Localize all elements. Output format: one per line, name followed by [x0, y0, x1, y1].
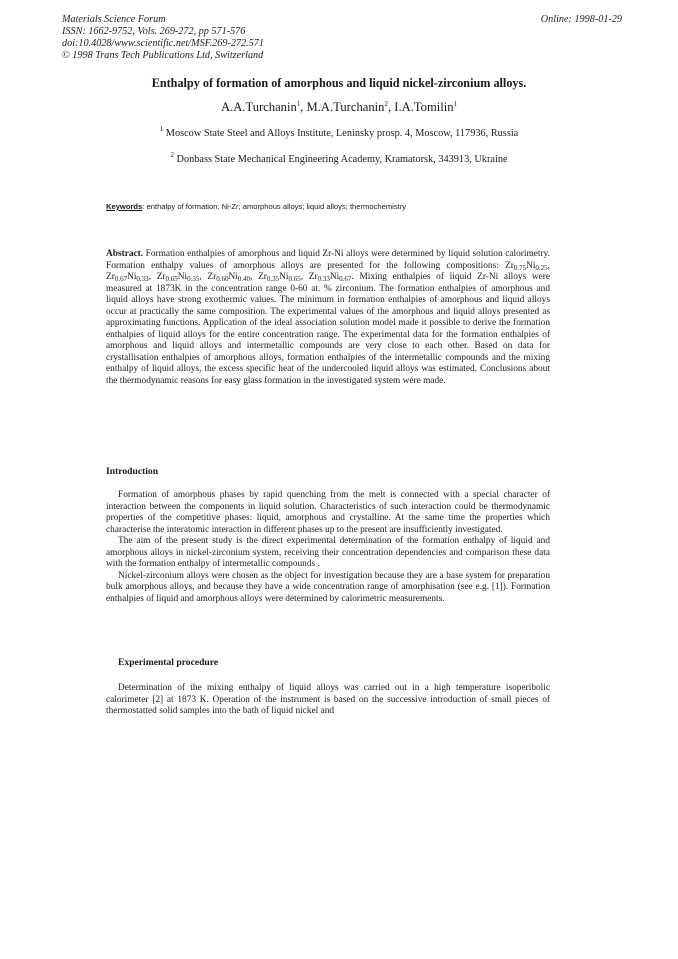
affiliation-text: Donbass State Mechanical Engineering Academy, Kramatorsk, 343913, Ukraine: [176, 154, 508, 165]
affiliation-mark: 2: [170, 151, 174, 159]
composition: $Zr_{0.60}Ni_{0.40}$: [207, 272, 251, 284]
abstract-text: Mixing enthalpies of liquid Zr-Ni alloys were measured at 1873K in the concentration range 0-60 at. % zirconium. The formation enthalpies of amorphous and liquid alloys have strong exothermic values. The minimum in formation enthalpies of amorphous and liquid alloys occur at practically the same composition. The experimental values of the amorphous and liquid alloys presented as approximating functions. Application of the ideal association solution model made it possible to derive the formation enthalpies of liquid alloys for the entire concentration range. The experimental data for the formation enthalpies of amorphous and liquid alloys and intermetallic compounds are very close to each other. Based on data for crystallisation enthalpies of amorphous alloys, formation enthalpies of the intermetallic compounds and the mixing enthalpy of liquid alloys, the excess specific heat of the undercooled liquid alloys was estimated. Conclusions about the thermodynamic reasons for easy glass formation in the investigated system were made.: [106, 272, 551, 387]
author-affiliation-mark: 2: [384, 100, 388, 108]
author-name: M.A.Turchanin: [306, 100, 385, 114]
doi-line[interactable]: doi:10.4028/www.scientific.net/MSF.269-272.571: [62, 38, 264, 49]
affiliation-text: Moscow State Steel and Alloys Institute, Leninsky prosp. 4, Moscow, 117936, Russia: [165, 128, 519, 139]
composition: $Zr_{0.35}Ni_{0.65}$: [258, 272, 301, 284]
keywords: [106, 202, 406, 211]
introduction-heading: Introduction: [106, 466, 159, 477]
composition: $Zr_{0.75}Ni_{0.25}$: [505, 260, 548, 272]
paragraph: Determination of the mixing enthalpy of liquid alloys was carried out in a high temperature isoperibolic calorimeter [2] at 1873 K. Operation of the instrument is based on the successive introduction of small pieces of thermostatted solid samples into the bath of liquid nickel and: [106, 683, 550, 717]
copyright-line: © 1998 Trans Tech Publications Ltd, Switzerland: [62, 50, 264, 61]
paragraph: The aim of the present study is the direct experimental determination of the formation enthalpy of liquid and amorphous alloys in nickel-zirconium system, receiving their concentration dependencies and comparison these data with the formation enthalpy of intermetallic compounds .: [106, 536, 550, 570]
composition: $Zr_{0.67}Ni_{0.33}$: [106, 272, 149, 284]
keywords-text: : enthalpy of formation; Ni-Zr; amorphous alloys; liquid alloys; thermochemistry: [142, 202, 407, 211]
experimental-section: [106, 683, 550, 718]
author-list: A.A.Turchanin$^1$, M.A.Turchanin$^2$, I.A.Tomilin$^1$: [220, 100, 458, 114]
experimental-heading: Experimental procedure: [118, 657, 219, 668]
abstract: Abstract. Formation enthalpies of amorphous and liquid Zr-Ni alloys were determined by liquid solution calorimetry. Formation enthalpy values of amorphous alloys are presented for the following compositions: $Zr_{0.75}Ni_{0.25}$, $Zr_{0.67}Ni_{0.33}$, $Zr_{0.65}Ni_{0.35}$, $Zr_{0.60}Ni_{0.40}$, $Zr_{0.35}Ni_{0.65}$, $Zr_{0.33}Ni_{0.67}$. Mixing enthalpies of liquid Zr-Ni alloys were measured at 1873K in the concentration range 0-60 at. % zirconium. The formation enthalpies of amorphous and liquid alloys have strong exothermic values. The minimum in formation enthalpies of amorphous and liquid alloys occur at practically the same composition. The experimental values of the amorphous and liquid alloys presented as approximating functions. Application of the ideal association solution model made it possible to derive the formation enthalpies of liquid alloys for the entire concentration range. The experimental data for the formation enthalpies of amorphous and liquid alloys and intermetallic compounds are very close to each other. Based on data for crystallisation enthalpies of amorphous alloys, formation enthalpies of the intermetallic compounds and the mixing enthalpy of liquid alloys, the excess specific heat of the undercooled liquid alloys was estimated. Conclusions about the thermodynamic reasons for easy glass formation in the investigated system were made.: [106, 249, 551, 387]
affiliation-1: [0, 125, 678, 139]
paper-title: Enthalpy of formation of amorphous and liquid nickel-zirconium alloys.: [151, 76, 527, 90]
composition: $Zr_{0.65}Ni_{0.35}$: [156, 272, 200, 284]
paragraph: Nickel-zirconium alloys were chosen as the object for investigation because they are a base system for preparation bulk amorphous alloys, and because they have a wide concentration range of amorphisation (see e.g. [1]). Formation enthalpies of liquid and amorphous alloys were determined by calorimetric measurements.: [106, 570, 550, 604]
journal-name: Materials Science Forum: [62, 14, 166, 25]
author-affiliation-mark: 1: [296, 100, 301, 108]
composition: $Zr_{0.33}Ni_{0.67}$: [308, 272, 352, 284]
keywords-label: Keywords: [106, 202, 143, 211]
affiliation-mark: 1: [159, 125, 164, 133]
affiliation-2: [0, 151, 678, 165]
paragraph: Formation of amorphous phases by rapid quenching from the melt is connected with a special character of interaction between the components in liquid solution. Characteristics of such interaction could be thermodynamic properties of the competitive phases: liquid, amorphous and crystalline. At the same time the properties which characterise the interatomic interaction in different phases up to the present are insufficiently investigated.: [106, 490, 550, 535]
author-affiliation-mark: 1: [453, 100, 458, 108]
journal-header: [62, 14, 264, 62]
online-date: Online: 1998-01-29: [540, 14, 622, 25]
author-name: A.A.Turchanin: [220, 100, 297, 114]
introduction-section: [106, 490, 550, 605]
abstract-text: Formation enthalpies of amorphous and liquid Zr-Ni alloys were determined by liquid solution calorimetry. Formation enthalpy values of amorphous alloys are presented for the following compositions:: [106, 249, 550, 271]
abstract-label: Abstract.: [106, 249, 144, 259]
author-name: I.A.Tomilin: [394, 100, 454, 114]
issn-line: ISSN: 1662-9752, Vols. 269-272, pp 571-576: [62, 26, 246, 37]
